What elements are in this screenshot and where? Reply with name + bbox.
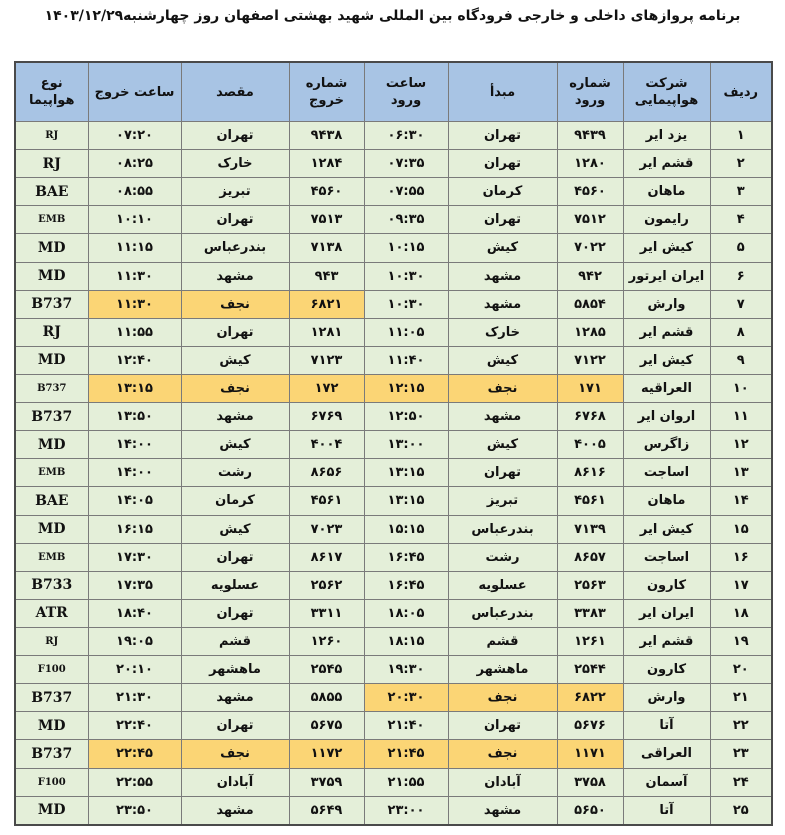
arrival-number-cell: ۲۵۶۳ [557, 571, 623, 599]
airline-cell: قشم ایر [623, 318, 710, 346]
aircraft-type-cell: EMB [15, 459, 88, 487]
arrival-number-cell: ۳۳۸۳ [557, 599, 623, 627]
row-number: ۲۰ [710, 656, 772, 684]
table-row [15, 403, 772, 431]
table-row [15, 487, 772, 515]
origin-cell: کرمان [448, 178, 557, 206]
destination-cell: ماهشهر [181, 656, 289, 684]
row-number: ۱۲ [710, 431, 772, 459]
airline-cell: ماهان [623, 178, 710, 206]
aircraft-type-cell: F100 [15, 656, 88, 684]
table-row [15, 571, 772, 599]
aircraft-type-cell: B737 [15, 684, 88, 712]
arrival-time-cell: ۲۰:۳۰ [364, 684, 448, 712]
arrival-number-cell: ۱۱۷۱ [557, 740, 623, 768]
destination-cell: رشت [181, 459, 289, 487]
arrival-number-cell: ۵۶۵۰ [557, 796, 623, 825]
aircraft-type-cell: B737 [15, 290, 88, 318]
departure-number-cell: ۱۲۶۰ [289, 627, 364, 655]
table-row [15, 234, 772, 262]
arrival-time-cell: ۱۵:۱۵ [364, 515, 448, 543]
col-header-arrival-time: ساعت ورود [364, 62, 448, 122]
arrival-number-cell: ۷۱۲۲ [557, 346, 623, 374]
aircraft-type-cell: B737 [15, 374, 88, 402]
destination-cell: تبریز [181, 178, 289, 206]
destination-cell: تهران [181, 543, 289, 571]
departure-number-cell: ۱۷۲ [289, 374, 364, 402]
departure-time-cell: ۲۲:۵۵ [88, 768, 181, 796]
table-row [15, 459, 772, 487]
airline-cell: وارش [623, 290, 710, 318]
arrival-time-cell: ۰۹:۳۵ [364, 206, 448, 234]
arrival-number-cell: ۸۶۵۷ [557, 543, 623, 571]
destination-cell: تهران [181, 206, 289, 234]
aircraft-type-cell: RJ [15, 318, 88, 346]
row-number: ۱۳ [710, 459, 772, 487]
arrival-time-cell: ۱۱:۴۰ [364, 346, 448, 374]
arrival-number-cell: ۷۵۱۲ [557, 206, 623, 234]
airline-cell: یزد ایر [623, 122, 710, 150]
arrival-time-cell: ۱۶:۴۵ [364, 571, 448, 599]
destination-cell: تهران [181, 318, 289, 346]
departure-number-cell: ۷۱۲۳ [289, 346, 364, 374]
row-number: ۱۵ [710, 515, 772, 543]
table-row [15, 656, 772, 684]
arrival-number-cell: ۸۶۱۶ [557, 459, 623, 487]
aircraft-type-cell: MD [15, 515, 88, 543]
arrival-number-cell: ۱۷۱ [557, 374, 623, 402]
col-header-arrival-number: شماره ورود [557, 62, 623, 122]
destination-cell: کیش [181, 515, 289, 543]
arrival-time-cell: ۱۰:۱۵ [364, 234, 448, 262]
departure-time-cell: ۱۰:۱۰ [88, 206, 181, 234]
arrival-time-cell: ۱۲:۵۰ [364, 403, 448, 431]
origin-cell: نجف [448, 374, 557, 402]
aircraft-type-cell: EMB [15, 543, 88, 571]
table-row [15, 796, 772, 825]
origin-cell: تهران [448, 459, 557, 487]
departure-time-cell: ۲۲:۴۰ [88, 712, 181, 740]
origin-cell: مشهد [448, 403, 557, 431]
destination-cell: عسلویه [181, 571, 289, 599]
arrival-time-cell: ۰۶:۳۰ [364, 122, 448, 150]
table-row [15, 627, 772, 655]
arrival-time-cell: ۰۷:۵۵ [364, 178, 448, 206]
departure-time-cell: ۲۲:۴۵ [88, 740, 181, 768]
arrival-number-cell: ۷۱۳۹ [557, 515, 623, 543]
arrival-time-cell: ۱۸:۰۵ [364, 599, 448, 627]
row-number: ۱۹ [710, 627, 772, 655]
destination-cell: کرمان [181, 487, 289, 515]
airline-cell: وارش [623, 684, 710, 712]
col-header-origin: مبدأ [448, 62, 557, 122]
aircraft-type-cell: B733 [15, 571, 88, 599]
departure-time-cell: ۱۱:۳۰ [88, 290, 181, 318]
aircraft-type-cell: MD [15, 346, 88, 374]
arrival-time-cell: ۱۶:۴۵ [364, 543, 448, 571]
airline-cell: کیش ایر [623, 234, 710, 262]
row-number: ۳ [710, 178, 772, 206]
flight-schedule-table [14, 61, 773, 826]
arrival-number-cell: ۹۴۳۹ [557, 122, 623, 150]
row-number: ۱۸ [710, 599, 772, 627]
row-number: ۸ [710, 318, 772, 346]
table-row [15, 262, 772, 290]
origin-cell: کیش [448, 346, 557, 374]
arrival-number-cell: ۵۸۵۴ [557, 290, 623, 318]
departure-number-cell: ۵۸۵۵ [289, 684, 364, 712]
arrival-number-cell: ۱۲۸۵ [557, 318, 623, 346]
origin-cell: ماهشهر [448, 656, 557, 684]
departure-number-cell: ۴۵۶۰ [289, 178, 364, 206]
departure-number-cell: ۲۵۶۲ [289, 571, 364, 599]
table-row [15, 346, 772, 374]
arrival-time-cell: ۱۳:۰۰ [364, 431, 448, 459]
table-row [15, 684, 772, 712]
arrival-time-cell: ۱۳:۱۵ [364, 459, 448, 487]
arrival-time-cell: ۲۱:۴۵ [364, 740, 448, 768]
origin-cell: کیش [448, 234, 557, 262]
departure-time-cell: ۰۸:۵۵ [88, 178, 181, 206]
aircraft-type-cell: MD [15, 712, 88, 740]
airline-cell: کیش ایر [623, 346, 710, 374]
origin-cell: قشم [448, 627, 557, 655]
aircraft-type-cell: RJ [15, 122, 88, 150]
airline-cell: قشم ایر [623, 150, 710, 178]
arrival-number-cell: ۱۲۸۰ [557, 150, 623, 178]
departure-number-cell: ۱۱۷۲ [289, 740, 364, 768]
departure-time-cell: ۲۳:۵۰ [88, 796, 181, 825]
arrival-time-cell: ۲۱:۵۵ [364, 768, 448, 796]
airline-cell: اساجت [623, 543, 710, 571]
table-row [15, 543, 772, 571]
airline-cell: ایران ایر [623, 599, 710, 627]
aircraft-type-cell: B737 [15, 740, 88, 768]
aircraft-type-cell: MD [15, 234, 88, 262]
destination-cell: تهران [181, 599, 289, 627]
departure-time-cell: ۲۱:۳۰ [88, 684, 181, 712]
table-row [15, 290, 772, 318]
destination-cell: مشهد [181, 796, 289, 825]
origin-cell: نجف [448, 740, 557, 768]
departure-number-cell: ۷۰۲۳ [289, 515, 364, 543]
destination-cell: آبادان [181, 768, 289, 796]
airline-cell: کارون [623, 656, 710, 684]
origin-cell: کیش [448, 431, 557, 459]
table-row [15, 431, 772, 459]
airline-cell: قشم ایر [623, 627, 710, 655]
table-row [15, 515, 772, 543]
arrival-number-cell: ۴۵۶۰ [557, 178, 623, 206]
origin-cell: تهران [448, 122, 557, 150]
airline-cell: اروان ایر [623, 403, 710, 431]
row-number: ۲۵ [710, 796, 772, 825]
departure-time-cell: ۱۶:۱۵ [88, 515, 181, 543]
aircraft-type-cell: EMB [15, 206, 88, 234]
departure-time-cell: ۱۴:۰۵ [88, 487, 181, 515]
row-number: ۴ [710, 206, 772, 234]
destination-cell: کیش [181, 431, 289, 459]
arrival-time-cell: ۱۹:۳۰ [364, 656, 448, 684]
row-number: ۱۶ [710, 543, 772, 571]
airline-cell: آتا [623, 796, 710, 825]
row-number: ۱۱ [710, 403, 772, 431]
destination-cell: مشهد [181, 684, 289, 712]
table-row [15, 150, 772, 178]
departure-time-cell: ۱۱:۵۵ [88, 318, 181, 346]
row-number: ۷ [710, 290, 772, 318]
origin-cell: مشهد [448, 262, 557, 290]
airline-cell: ماهان [623, 487, 710, 515]
airline-cell: العراقی [623, 740, 710, 768]
row-number: ۲۱ [710, 684, 772, 712]
origin-cell: آبادان [448, 768, 557, 796]
table-header-row [15, 62, 772, 122]
arrival-time-cell: ۱۰:۳۰ [364, 262, 448, 290]
col-header-row-number: ردیف [710, 62, 772, 122]
departure-number-cell: ۹۴۳ [289, 262, 364, 290]
origin-cell: مشهد [448, 796, 557, 825]
departure-time-cell: ۰۷:۲۰ [88, 122, 181, 150]
arrival-time-cell: ۲۱:۴۰ [364, 712, 448, 740]
airline-cell: آتا [623, 712, 710, 740]
departure-number-cell: ۷۵۱۳ [289, 206, 364, 234]
row-number: ۲۳ [710, 740, 772, 768]
row-number: ۱ [710, 122, 772, 150]
departure-time-cell: ۲۰:۱۰ [88, 656, 181, 684]
row-number: ۱۴ [710, 487, 772, 515]
arrival-time-cell: ۰۷:۳۵ [364, 150, 448, 178]
table-row [15, 599, 772, 627]
origin-cell: تهران [448, 206, 557, 234]
arrival-time-cell: ۲۳:۰۰ [364, 796, 448, 825]
row-number: ۱۷ [710, 571, 772, 599]
arrival-number-cell: ۱۲۶۱ [557, 627, 623, 655]
col-header-departure-number: شماره خروج [289, 62, 364, 122]
destination-cell: مشهد [181, 262, 289, 290]
destination-cell: کیش [181, 346, 289, 374]
arrival-time-cell: ۱۲:۱۵ [364, 374, 448, 402]
airline-cell: ایران ایرتور [623, 262, 710, 290]
table-row [15, 122, 772, 150]
arrival-number-cell: ۵۶۷۶ [557, 712, 623, 740]
arrival-number-cell: ۶۷۶۸ [557, 403, 623, 431]
departure-time-cell: ۱۲:۴۰ [88, 346, 181, 374]
departure-time-cell: ۱۷:۳۵ [88, 571, 181, 599]
row-number: ۶ [710, 262, 772, 290]
departure-number-cell: ۴۰۰۴ [289, 431, 364, 459]
airline-cell: العراقیه [623, 374, 710, 402]
aircraft-type-cell: BAE [15, 178, 88, 206]
table-row [15, 740, 772, 768]
aircraft-type-cell: F100 [15, 768, 88, 796]
row-number: ۲ [710, 150, 772, 178]
departure-number-cell: ۳۳۱۱ [289, 599, 364, 627]
table-row [15, 318, 772, 346]
departure-number-cell: ۹۴۳۸ [289, 122, 364, 150]
departure-time-cell: ۱۱:۱۵ [88, 234, 181, 262]
destination-cell: تهران [181, 712, 289, 740]
row-number: ۲۲ [710, 712, 772, 740]
origin-cell: رشت [448, 543, 557, 571]
destination-cell: تهران [181, 122, 289, 150]
airline-cell: زاگرس [623, 431, 710, 459]
destination-cell: نجف [181, 740, 289, 768]
origin-cell: تبریز [448, 487, 557, 515]
origin-cell: بندرعباس [448, 599, 557, 627]
departure-number-cell: ۷۱۳۸ [289, 234, 364, 262]
departure-time-cell: ۱۷:۳۰ [88, 543, 181, 571]
table-row [15, 768, 772, 796]
origin-cell: بندرعباس [448, 515, 557, 543]
destination-cell: قشم [181, 627, 289, 655]
departure-time-cell: ۰۸:۲۵ [88, 150, 181, 178]
aircraft-type-cell: MD [15, 796, 88, 825]
table-row [15, 374, 772, 402]
col-header-departure-time: ساعت خروج [88, 62, 181, 122]
origin-cell: تهران [448, 712, 557, 740]
departure-number-cell: ۶۷۶۹ [289, 403, 364, 431]
departure-number-cell: ۵۶۴۹ [289, 796, 364, 825]
departure-number-cell: ۳۷۵۹ [289, 768, 364, 796]
row-number: ۲۴ [710, 768, 772, 796]
aircraft-type-cell: ATR [15, 599, 88, 627]
arrival-time-cell: ۱۳:۱۵ [364, 487, 448, 515]
col-header-destination: مقصد [181, 62, 289, 122]
departure-time-cell: ۱۳:۵۰ [88, 403, 181, 431]
row-number: ۹ [710, 346, 772, 374]
origin-cell: تهران [448, 150, 557, 178]
destination-cell: مشهد [181, 403, 289, 431]
aircraft-type-cell: BAE [15, 487, 88, 515]
airline-cell: کیش ایر [623, 515, 710, 543]
origin-cell: عسلویه [448, 571, 557, 599]
origin-cell: نجف [448, 684, 557, 712]
departure-time-cell: ۱۹:۰۵ [88, 627, 181, 655]
departure-time-cell: ۱۸:۴۰ [88, 599, 181, 627]
aircraft-type-cell: B737 [15, 403, 88, 431]
departure-number-cell: ۱۲۸۱ [289, 318, 364, 346]
departure-time-cell: ۱۱:۳۰ [88, 262, 181, 290]
destination-cell: نجف [181, 374, 289, 402]
departure-number-cell: ۴۵۶۱ [289, 487, 364, 515]
airline-cell: رایمون [623, 206, 710, 234]
col-header-airline: شرکت هواپیمایی [623, 62, 710, 122]
aircraft-type-cell: RJ [15, 150, 88, 178]
table-row [15, 178, 772, 206]
arrival-number-cell: ۴۵۶۱ [557, 487, 623, 515]
arrival-number-cell: ۳۷۵۸ [557, 768, 623, 796]
airline-cell: آسمان [623, 768, 710, 796]
origin-cell: خارک [448, 318, 557, 346]
aircraft-type-cell: RJ [15, 627, 88, 655]
departure-time-cell: ۱۳:۱۵ [88, 374, 181, 402]
departure-number-cell: ۶۸۲۱ [289, 290, 364, 318]
table-row [15, 206, 772, 234]
arrival-number-cell: ۹۴۲ [557, 262, 623, 290]
arrival-time-cell: ۱۸:۱۵ [364, 627, 448, 655]
origin-cell: مشهد [448, 290, 557, 318]
row-number: ۱۰ [710, 374, 772, 402]
departure-number-cell: ۵۶۷۵ [289, 712, 364, 740]
departure-number-cell: ۸۶۵۶ [289, 459, 364, 487]
destination-cell: نجف [181, 290, 289, 318]
aircraft-type-cell: MD [15, 431, 88, 459]
col-header-aircraft-type: نوع هواپیما [15, 62, 88, 122]
airline-cell: اساجت [623, 459, 710, 487]
arrival-number-cell: ۷۰۲۲ [557, 234, 623, 262]
arrival-number-cell: ۲۵۴۴ [557, 656, 623, 684]
departure-number-cell: ۲۵۴۵ [289, 656, 364, 684]
page-title: برنامه پروازهای داخلی و خارجی فرودگاه بین المللی شهید بهشتی اصفهان روز چهارشنبه۱۴۰۳/۱۲/۲۹ [44, 8, 741, 24]
arrival-number-cell: ۴۰۰۵ [557, 431, 623, 459]
destination-cell: بندرعباس [181, 234, 289, 262]
destination-cell: خارک [181, 150, 289, 178]
airline-cell: کارون [623, 571, 710, 599]
arrival-number-cell: ۶۸۲۲ [557, 684, 623, 712]
departure-time-cell: ۱۴:۰۰ [88, 459, 181, 487]
table-row [15, 712, 772, 740]
aircraft-type-cell: MD [15, 262, 88, 290]
arrival-time-cell: ۱۱:۰۵ [364, 318, 448, 346]
departure-time-cell: ۱۴:۰۰ [88, 431, 181, 459]
row-number: ۵ [710, 234, 772, 262]
departure-number-cell: ۸۶۱۷ [289, 543, 364, 571]
arrival-time-cell: ۱۰:۳۰ [364, 290, 448, 318]
departure-number-cell: ۱۲۸۴ [289, 150, 364, 178]
